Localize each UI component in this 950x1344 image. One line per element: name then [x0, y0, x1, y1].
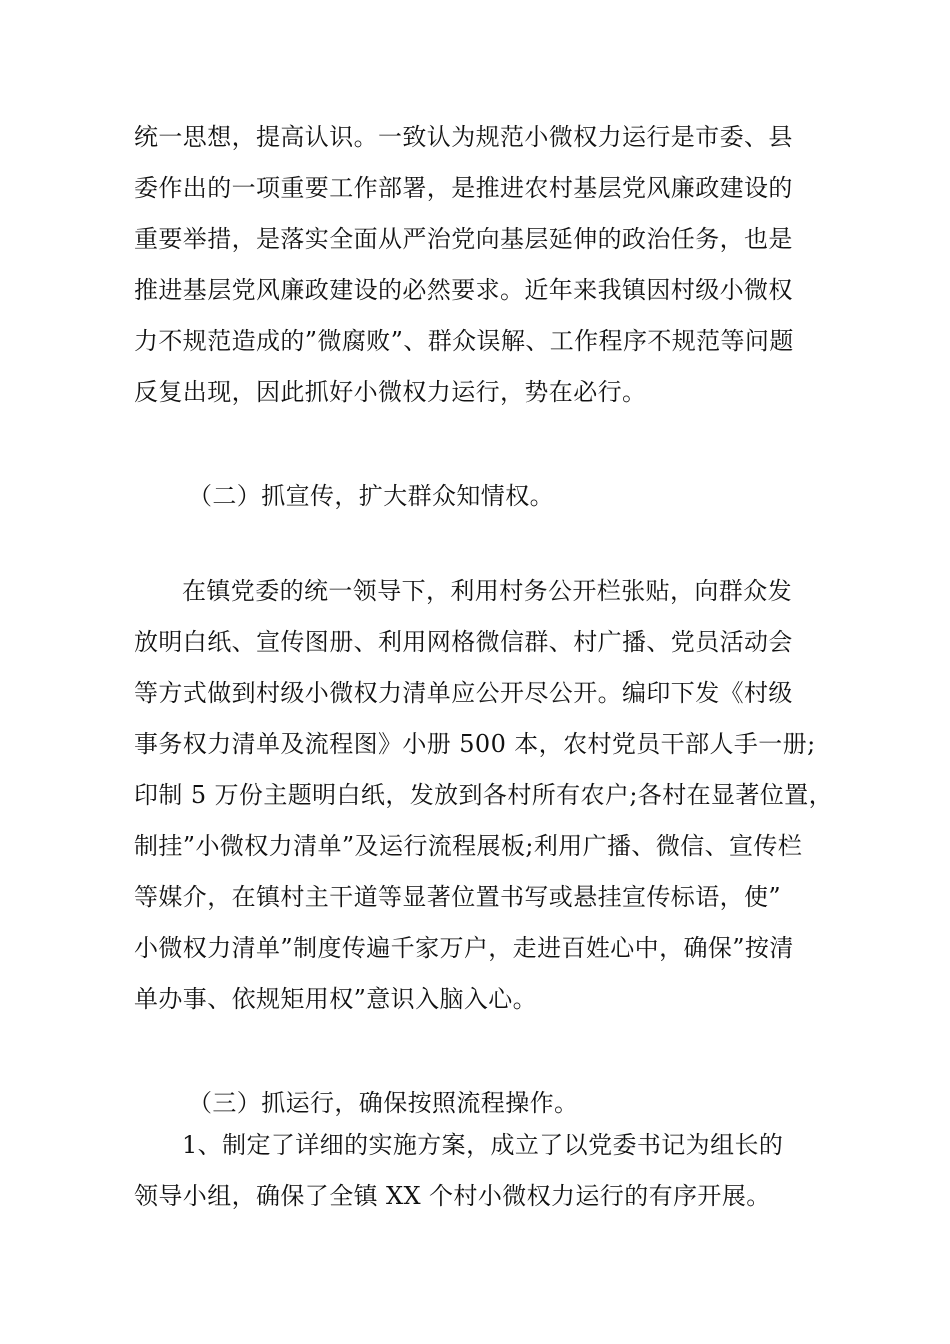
paragraph-line: 制挂”小微权力清单”及运行流程展板;利用广播、微信、宣传栏 [134, 832, 803, 860]
paragraph-line: 反复出现，因此抓好小微权力运行，势在必行。 [134, 378, 647, 406]
paragraph-line: 单办事、依规矩用权”意识入脑入心。 [134, 985, 538, 1013]
paragraph-line: 重要举措，是落实全面从严治党向基层延伸的政治任务，也是 [134, 225, 793, 253]
paragraph-line: 推进基层党风廉政建设的必然要求。近年来我镇因村级小微权 [134, 276, 793, 304]
paragraph-line: 事务权力清单及流程图》小册 500 本，农村党员干部人手一册; [134, 730, 816, 758]
paragraph-line: 小微权力清单”制度传遍千家万户，走进百姓心中，确保”按清 [134, 934, 794, 962]
paragraph-2 [134, 566, 834, 1025]
paragraph-1 [134, 112, 834, 418]
section-heading-2-block [134, 471, 834, 522]
section-heading: （二）抓宣传，扩大群众知情权。 [188, 482, 554, 510]
paragraph-line: 统一思想，提高认识。一致认为规范小微权力运行是市委、县 [134, 123, 793, 151]
paragraph-line: 1、制定了详细的实施方案，成立了以党委书记为组长的 [182, 1131, 784, 1159]
paragraph-line: 领导小组，确保了全镇 XX 个村小微权力运行的有序开展。 [134, 1182, 771, 1210]
section-heading: （三）抓运行，确保按照流程操作。 [188, 1089, 579, 1117]
paragraph-3 [134, 1120, 834, 1222]
paragraph-line: 放明白纸、宣传图册、利用网格微信群、村广播、党员活动会 [134, 628, 793, 656]
paragraph-line: 印制 5 万份主题明白纸，发放到各村所有农户;各村在显著位置， [134, 781, 834, 809]
paragraph-line: 力不规范造成的”微腐败”、群众误解、工作程序不规范等问题 [134, 327, 794, 355]
paragraph-line: 委作出的一项重要工作部署，是推进农村基层党风廉政建设的 [134, 174, 793, 202]
paragraph-line: 在镇党委的统一领导下，利用村务公开栏张贴，向群众发 [182, 577, 792, 605]
paragraph-line: 等方式做到村级小微权力清单应公开尽公开。编印下发《村级 [134, 679, 793, 707]
paragraph-line: 等媒介，在镇村主干道等显著位置书写或悬挂宣传标语，使” [134, 883, 782, 911]
